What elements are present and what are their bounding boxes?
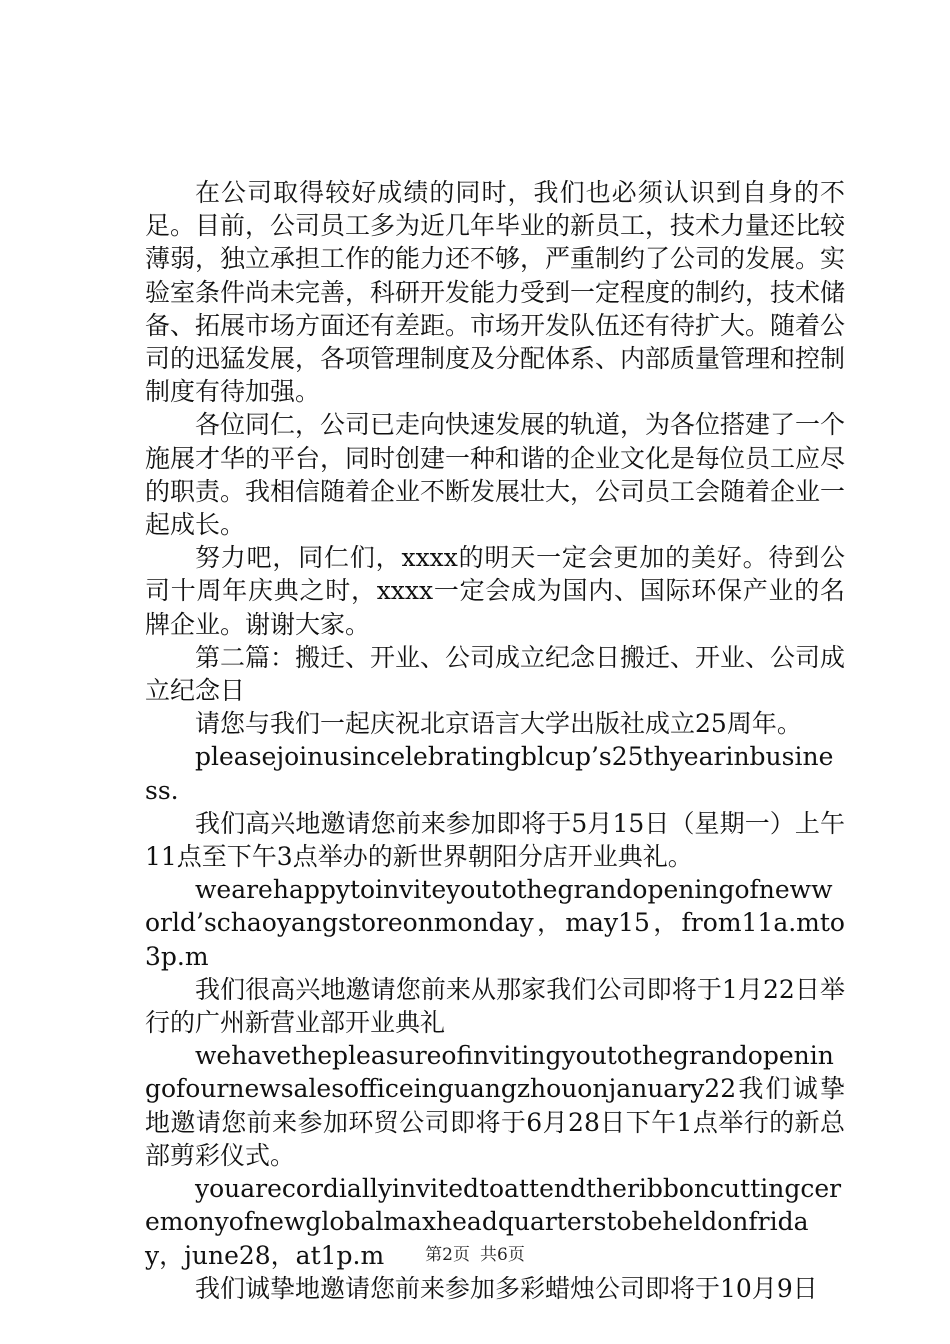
paragraph-opening-en: wearehappytoinviteyoutothegrandopeningofnewworld’schaoyangstoreonmonday，may15，from11a.mto3p.m xyxy=(145,875,845,971)
paragraph-office-cn: 我们很高兴地邀请您前来从那家我们公司即将于1月22日举行的广州新营业部开业典礼 xyxy=(145,974,845,1038)
paragraph-colleagues: 各位同仁，公司已走向快速发展的轨道，为各位搭建了一个施展才华的平台，同时创建一种和谐的企业文化是每位员工应尽的职责。我相信随着企业不断发展壮大，公司员工会随着企业一起成长。 xyxy=(145,410,846,540)
page-total: 共6页 xyxy=(480,1245,525,1265)
paragraph-ribbon-en: youarecordiallyinvitedtoattendtheribboncuttingceremonyofnewglobalmaxheadquarterstobeheldonfriday，june28，at1p.m xyxy=(145,1174,842,1270)
page-number: 第2页 xyxy=(425,1245,470,1265)
paragraph-celebration-en: pleasejoinusincelebratingblcup’s25thyearinbusiness. xyxy=(145,742,834,805)
paragraph-candle-cn: 我们诚挚地邀请您前来参加多彩蜡烛公司即将于10月9日 xyxy=(195,1273,818,1303)
page-footer xyxy=(0,1240,950,1265)
paragraph-closing: 努力吧，同仁们，xxxx的明天一定会更加的美好。待到公司十周年庆典之时，xxxx一定会成为国内、国际环保产业的名牌企业。谢谢大家。 xyxy=(145,543,845,639)
paragraph-opening-cn: 我们高兴地邀请您前来参加即将于5月15日（星期一）上午11点至下午3点举办的新世界朝阳分店开业典礼。 xyxy=(145,808,845,872)
section-heading: 第二篇：搬迁、开业、公司成立纪念日搬迁、开业、公司成立纪念日 xyxy=(145,642,846,706)
paragraph-office-en: wehavethepleasureofinvitingyoutothegrandopeningofournewsalesofficeinguangzhouonjanuary22我们诚挚地邀请您前来参加环贸公司即将于6月28日下午1点举行的新总部剪彩仪式。 xyxy=(145,1041,845,1170)
paragraph-shortcomings: 在公司取得较好成绩的同时，我们也必须认识到自身的不足。目前，公司员工多为近几年毕业的新员工，技术力量还比较薄弱，独立承担工作的能力还不够，严重制约了公司的发展。实验室条件尚未完善，科研开发能力受到一定程度的制约，技术储备、拓展市场方面还有差距。市场开发队伍还有待扩大。随着公司的迅猛发展，各项管理制度及分配体系、内部质量管理和控制制度有待加强。 xyxy=(145,178,846,407)
paragraph-celebration-cn: 请您与我们一起庆祝北京语言大学出版社成立25周年。 xyxy=(195,709,802,739)
document-body xyxy=(145,176,845,1305)
